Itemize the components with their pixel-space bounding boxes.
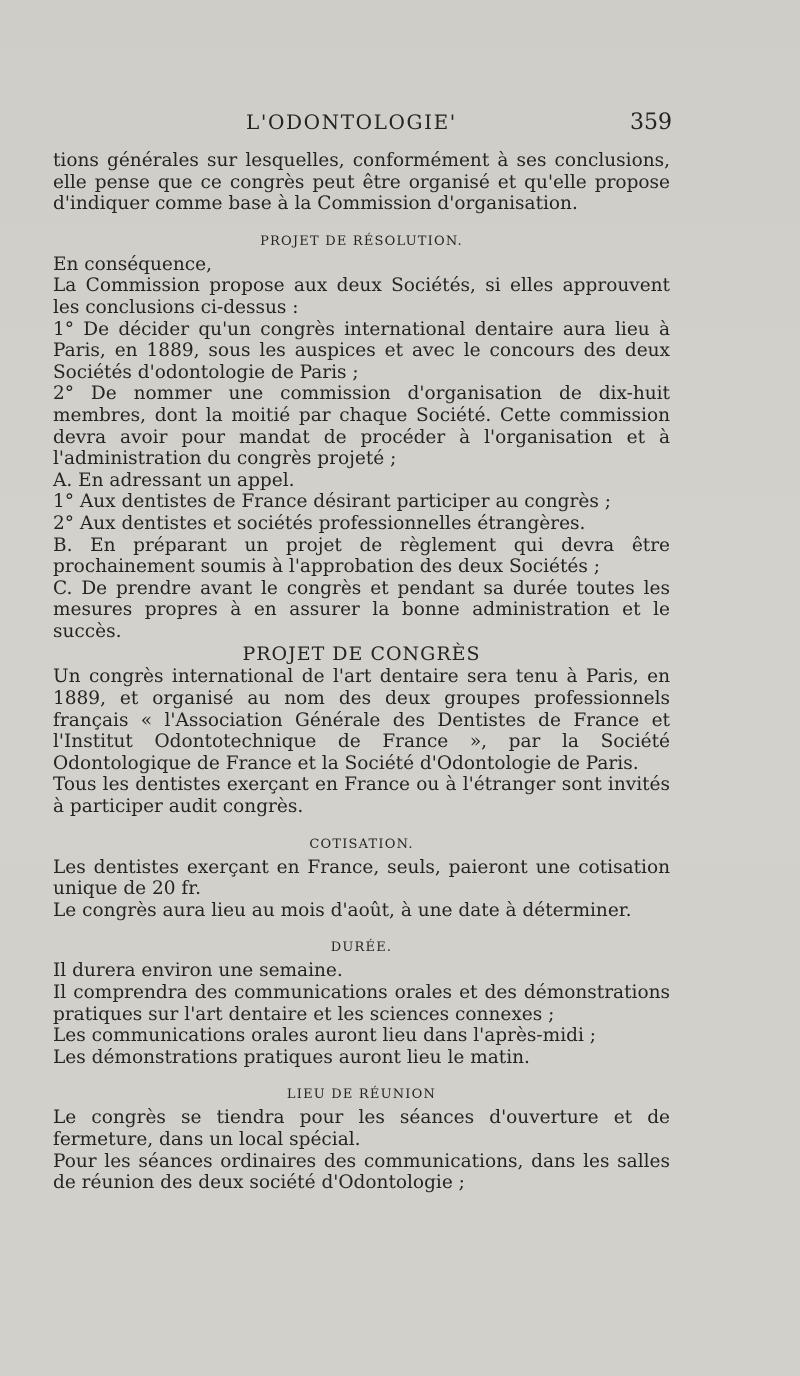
paragraph: A. En adressant un appel. <box>53 469 295 491</box>
paragraph: Un congrès international de l'art dentaire sera tenu à Paris, en 1889, et organisé au nom des deux groupes professionnels français « l'Association Générale des Dentistes de France et l'Institut Odontotechnique de France », par la Société Odontologique de France et la Société d'Odontologie de Paris. <box>53 666 670 774</box>
section-heading: PROJET DE RÉSOLUTION. <box>260 233 463 249</box>
paragraph: Pour les séances ordinaires des communications, dans les salles de réunion des deux société d'Odontologie ; <box>53 1150 670 1194</box>
section-heading: COTISATION. <box>309 836 414 852</box>
main-section-heading: PROJET DE CONGRÈS <box>242 643 481 666</box>
paragraph: Il comprendra des communications orales et des démonstrations pratiques sur l'art dentaire et les sciences connexes ; <box>53 982 670 1025</box>
paragraph: 1° De décider qu'un congrès international dentaire aura lieu à Paris, en 1889, sous les auspices et avec le concours des deux Sociétés d'odontologie de Paris ; <box>53 318 670 383</box>
paragraph: Les dentistes exerçant en France, seuls, paieront une cotisation unique de 20 fr. <box>53 856 670 900</box>
paragraph: Les communications orales auront lieu dans l'après-midi ; <box>53 1025 596 1047</box>
page-header <box>0 110 800 140</box>
paragraph: Le congrès se tiendra pour les séances d'ouverture et de fermeture, dans un local spécial. <box>53 1107 670 1150</box>
page-number: 359 <box>630 110 672 135</box>
page-body <box>53 150 670 1194</box>
paragraph: C. De prendre avant le congrès et pendant sa durée toutes les mesures propres à en assurer la bonne administration et le succès. <box>53 577 670 642</box>
paragraph: 2° De nommer une commission d'organisation de dix-huit membres, dont la moitié par chaque Société. Cette commission devra avoir pour mandat de procéder à l'organisation et à l'administration du congrès projeté ; <box>53 383 670 470</box>
paragraph: La Commission propose aux deux Sociétés, si elles approuvent les conclusions ci-dessus : <box>53 275 670 318</box>
paragraph: En conséquence, <box>53 253 212 275</box>
paragraph: tions générales sur lesquelles, conformément à ses conclusions, elle pense que ce congrès peut être organisé et qu'elle propose d'indiquer comme base à la Commission d'organisation. <box>53 150 670 215</box>
section-heading: DURÉE. <box>330 940 393 956</box>
paragraph: Tous les dentistes exerçant en France ou à l'étranger sont invités à participer audit congrès. <box>53 774 670 818</box>
section-heading: LIEU DE RÉUNION <box>286 1087 437 1103</box>
running-title: L'ODONTOLOGIE' <box>246 110 457 134</box>
paragraph: 1° Aux dentistes de France désirant participer au congrès ; <box>53 491 611 513</box>
paragraph: B. En préparant un projet de règlement qui devra être prochainement soumis à l'approbation des deux Sociétés ; <box>53 534 670 578</box>
paragraph: 2° Aux dentistes et sociétés professionnelles étrangères. <box>53 512 586 534</box>
paragraph: Il durera environ une semaine. <box>53 960 343 982</box>
paragraph: Les démonstrations pratiques auront lieu le matin. <box>53 1046 530 1068</box>
paragraph: Le congrès aura lieu au mois d'août, à une date à déterminer. <box>53 899 632 921</box>
